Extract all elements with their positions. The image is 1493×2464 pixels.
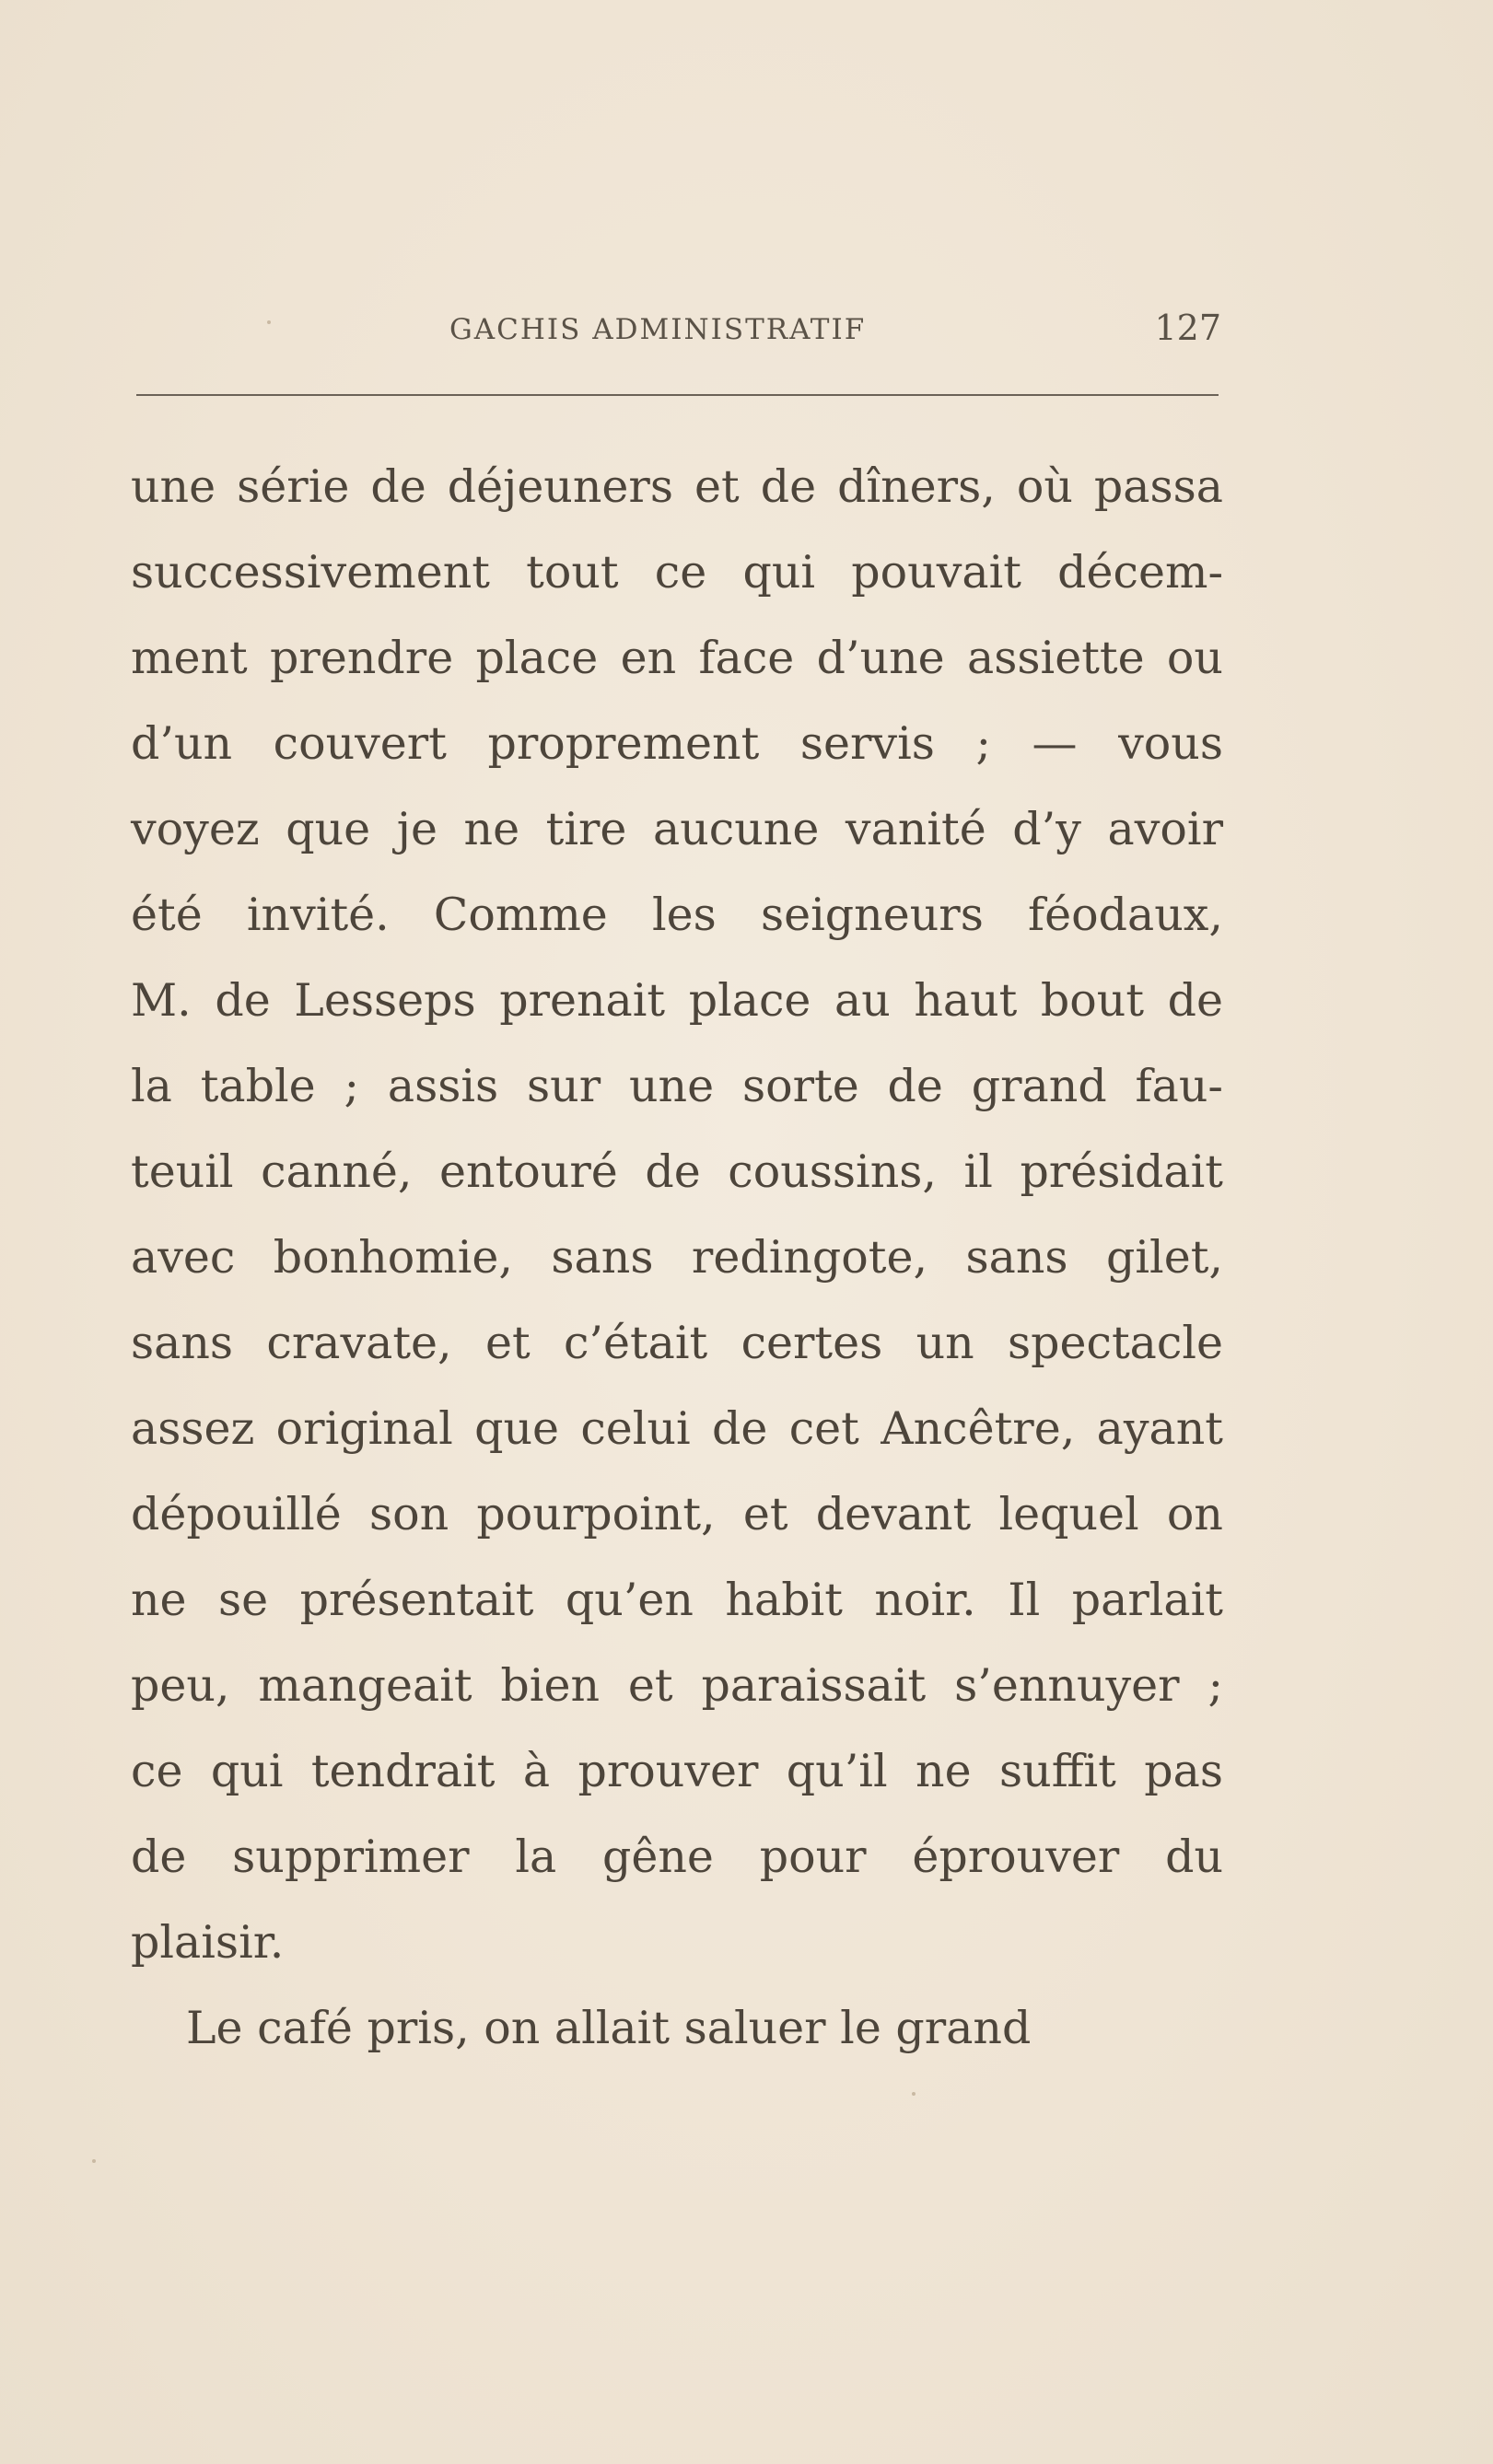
page-number: 127 [1154,308,1221,348]
paper-speck [912,2092,916,2096]
text-line: été invité. Comme les seigneurs féodaux, [131,889,1223,941]
paper-speck [92,2159,96,2163]
text-line: d’un couvert proprement servis ; — vous [131,717,1223,770]
text-line: la table ; assis sur une sorte de grand fau- [131,1060,1223,1112]
running-head [136,304,1221,359]
text-line: ce qui tendrait à prouver qu’il ne suffit pas [131,1745,1223,1797]
text-line: voyez que je ne tire aucune vanité d’y avoir [131,803,1223,855]
text-line: teuil canné, entouré de coussins, il présidait [131,1145,1223,1198]
text-line: sans cravate, et c’était certes un spectacle [131,1317,1223,1369]
text-line: peu, mangeait bien et paraissait s’ennuyer ; [131,1659,1223,1712]
text-line: ment prendre place en face d’une assiette ou [131,632,1223,684]
text-line: assez original que celui de cet Ancêtre, ayant [131,1402,1223,1455]
text-line: plaisir. [131,1916,285,1969]
text-line: avec bonhomie, sans redingote, sans gilet, [131,1231,1223,1284]
text-line: dépouillé son pourpoint, et devant lequel on [131,1488,1223,1540]
text-line: successivement tout ce qui pouvait décem- [131,546,1223,599]
paragraph-start-line: Le café pris, on allait saluer le grand [186,2002,1032,2054]
header-rule [136,394,1219,396]
body-text [131,444,1223,2071]
running-title: GACHIS ADMINISTRATIF [449,313,867,346]
text-line: une série de déjeuners et de dîners, où passa [131,460,1223,513]
text-line: ne se présentait qu’en habit noir. Il parlait [131,1574,1223,1626]
text-line: de supprimer la gêne pour éprouver du [131,1831,1223,1883]
paper-speck [267,320,271,324]
text-line: M. de Lesseps prenait place au haut bout de [131,974,1223,1027]
